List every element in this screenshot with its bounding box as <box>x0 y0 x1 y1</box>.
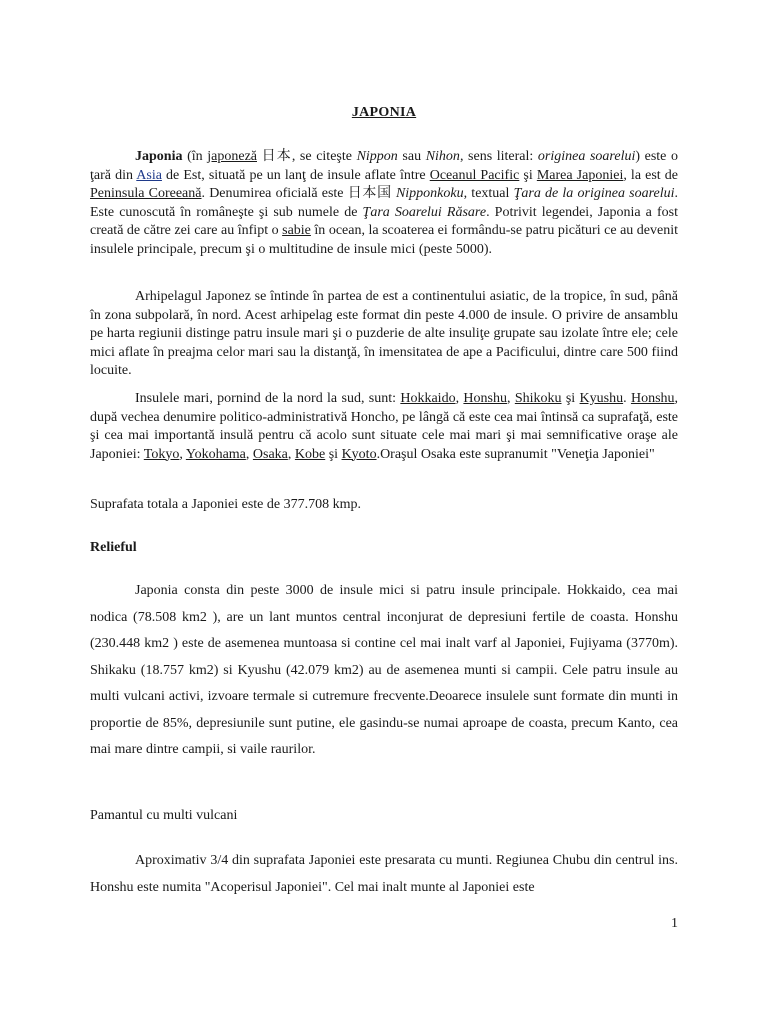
text-run: . Denumirea oficială este 日本国 <box>201 186 396 201</box>
link-oceanul-pacific[interactable]: Oceanul Pacific <box>429 167 520 183</box>
term-tara-originea: Ţara de la originea soarelui <box>513 186 675 201</box>
paragraph-munti: Aproximativ 3/4 din suprafata Japoniei este presarata cu munti. Regiunea Chubu din centrul ins. Honshu este numita "Acoperisul Japoniei". Cel mai inalt munte al Japoniei este <box>90 853 678 895</box>
text-run: , <box>455 391 464 406</box>
text-run: , <box>245 446 253 462</box>
text-run: ) este o ţară din <box>90 149 678 183</box>
link-peninsula-coreeana[interactable]: Peninsula Coreeană <box>90 186 202 201</box>
paragraph-insule-mari <box>90 390 678 464</box>
text-run: şi <box>325 446 342 462</box>
text-run: Insulele mari, pornind de la nord la sud, sunt: <box>135 391 401 406</box>
text-run: , textual <box>463 186 514 201</box>
link-osaka[interactable]: Osaka <box>252 446 288 462</box>
link-asia[interactable]: Asia <box>136 167 162 183</box>
link-kyoto[interactable]: Kyoto <box>341 446 377 462</box>
text-run: (în <box>182 149 208 164</box>
link-honshu-2[interactable]: Honshu <box>630 391 675 406</box>
link-japoneza[interactable]: japoneză <box>207 149 257 164</box>
paragraph-suprafata: Suprafata totala a Japoniei este de 377.708 kmp. <box>90 497 361 512</box>
link-honshu[interactable]: Honshu <box>463 391 507 406</box>
text-run: .Oraşul Osaka este supranumit "Veneţia Japoniei" <box>376 446 655 462</box>
link-kobe[interactable]: Kobe <box>294 446 326 462</box>
term-nippon: Nippon <box>356 149 398 164</box>
text-run: . Potrivit legendei, Japonia a fost creată de către zei care au înfipt o <box>90 204 678 238</box>
term-nihon: Nihon <box>425 149 460 164</box>
link-marea-japoniei[interactable]: Marea Japoniei <box>536 167 624 183</box>
paragraph-intro <box>90 148 678 259</box>
text-run: , <box>506 391 515 406</box>
text-run: şi <box>561 391 580 406</box>
link-hokkaido[interactable]: Hokkaido <box>400 391 456 406</box>
page-number: 1 <box>671 916 678 931</box>
document-title: JAPONIA <box>351 105 417 120</box>
text-run: , <box>179 446 186 462</box>
subheading-vulcani: Pamantul cu multi vulcani <box>90 808 238 823</box>
term-japonia: Japonia <box>135 149 183 164</box>
text-run: . <box>623 391 631 406</box>
text-run: 日本, se citeşte <box>257 149 357 164</box>
text-run: de Est, situată pe un lanţ de insule aflate între <box>161 167 430 183</box>
text-run: , sens literal: <box>459 149 538 164</box>
term-tara-soarelui: Ţara Soarelui Răsare <box>362 204 487 220</box>
term-origin-meaning: originea soarelui <box>537 149 636 164</box>
text-run: . Este cunoscută în româneşte şi sub numele de <box>90 186 679 220</box>
paragraph-relief: Japonia consta din peste 3000 de insule mici si patru insule principale. Hokkaido, cea mai nodica (78.508 km2 ), are un lant muntos central inconjurat de depresiuni fertile de coasta. Honshu (230.448 km2 ) este de asemenea muntoasa si contine cel mai inalt varf al Japoniei, Fujiyama (3770m). Shikaku (18.757 km2) si Kyushu (42.079 km2) au de asemenea munti si campii. Cele patru insule au multi vulcani activi, izvoare termale si cutremure frecvente.Deoarece insulele sunt formate din munti in proportie de 85%, depresiunile sunt putine, ele gasindu-se numai aproape de coasta, precum Kanto, cea mai mare dintre campii, si vaile raurilor. <box>90 583 678 757</box>
link-sabie[interactable]: sabie <box>282 223 311 238</box>
text-run: şi <box>519 167 537 183</box>
text-run: , <box>287 446 295 462</box>
paragraph-arhipelag: Arhipelagul Japonez se întinde în partea de est a continentului asiatic, de la tropice, în sud, până în zona subpolară, în nord. Acest arhipelag este format din peste 4.000 de insule. O privire de ansamblu pe harta regiunii distinge patru insule mari şi o puzderie de alte insuliţe grupate sau izolate între ele; cele mici aflate în preajma celor mari sau la distanţă, în imensitatea de ape a Pacificului, dintre care 500 fiind locuite. <box>90 289 678 378</box>
link-tokyo[interactable]: Tokyo <box>143 446 180 462</box>
text-run: , după vechea denumire politico-administrativă Honcho, pe lângă că este cea mai întinsă ca suprafaţă, este şi cea mai importantă insulă pentru că acolo sunt situate cele mai mari şi mai semnificative oraşe ale Japoniei: <box>90 391 679 462</box>
link-yokohama[interactable]: Yokohama <box>185 446 246 462</box>
link-shikoku[interactable]: Shikoku <box>514 391 562 406</box>
term-nipponkoku: Nipponkoku <box>395 186 464 201</box>
text-run: , la est de <box>623 167 678 183</box>
text-run: sau <box>397 149 426 164</box>
section-heading-relieful: Relieful <box>90 540 137 555</box>
link-kyushu[interactable]: Kyushu <box>579 391 624 406</box>
text-run: în ocean, la scoaterea ei formându-se patru picături ce au devenit insulele principale, precum şi o multitudine de insule mici (peste 5000). <box>90 223 679 257</box>
